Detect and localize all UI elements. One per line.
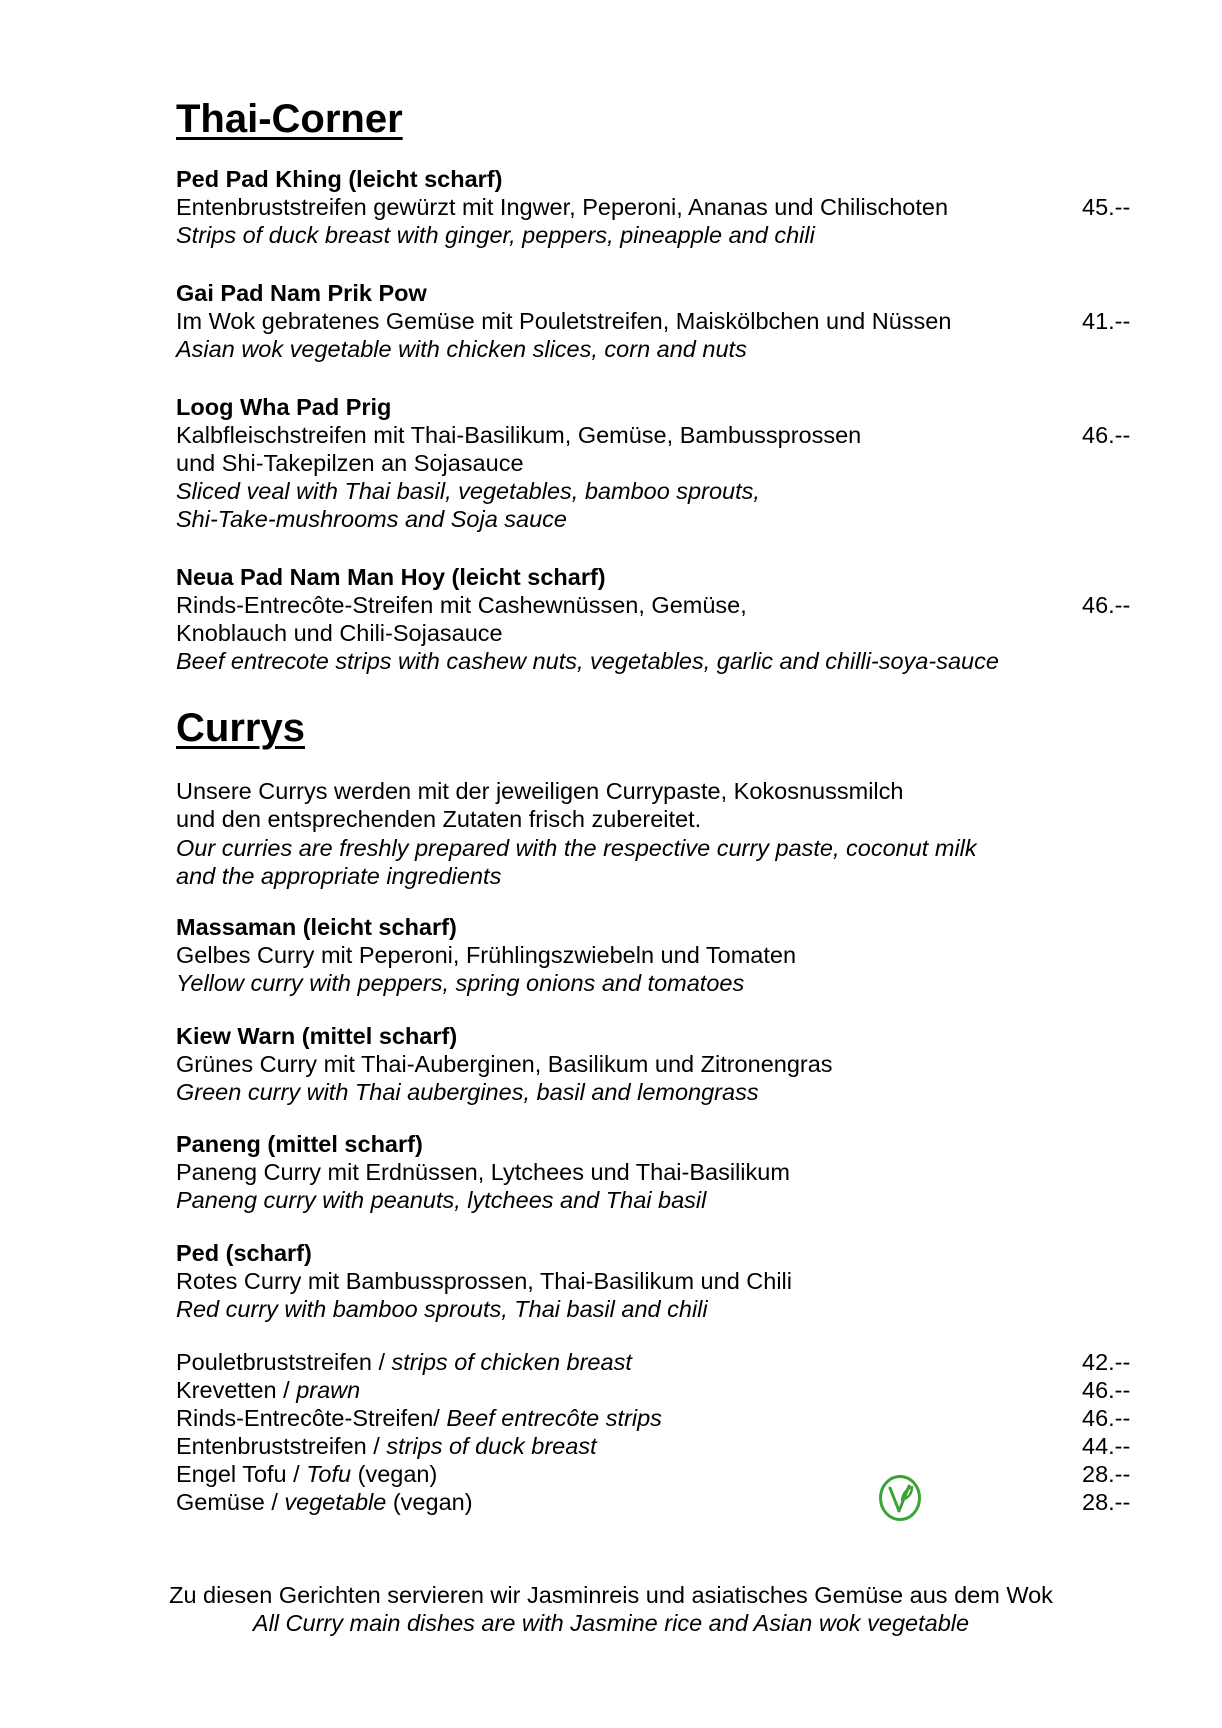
dish-description-de: Knoblauch und Chili-Sojasauce	[176, 620, 503, 646]
dish-description-en: Beef entrecote strips with cashew nuts, vegetables, garlic and chilli-soya-sauce	[176, 648, 999, 674]
curry-name: Kiew Warn (mittel scharf)	[176, 1023, 458, 1049]
dish-name: Ped Pad Khing (leicht scharf)	[176, 166, 503, 192]
curry-description-de: Rotes Curry mit Bambussprossen, Thai-Basilikum und Chili	[176, 1268, 793, 1294]
curry-description-en: Green curry with Thai aubergines, basil and lemongrass	[176, 1079, 759, 1105]
dish-price: 45.--	[1082, 194, 1131, 220]
option-price: 44.--	[1082, 1433, 1131, 1459]
curry-description-de: Gelbes Curry mit Peperoni, Frühlingszwiebeln und Tomaten	[176, 942, 797, 968]
dish-name: Gai Pad Nam Prik Pow	[176, 280, 427, 306]
option-de: Engel Tofu /	[176, 1461, 307, 1487]
option-en: Beef entrecôte strips	[446, 1405, 662, 1431]
currys-heading: Currys	[176, 706, 305, 750]
dish-price: 46.--	[1082, 592, 1131, 618]
dish-name: Loog Wha Pad Prig	[176, 394, 392, 420]
currys-intro-de: und den entsprechenden Zutaten frisch zubereitet.	[176, 806, 702, 832]
curry-option	[176, 1432, 597, 1460]
curry-description-de: Paneng Curry mit Erdnüssen, Lytchees und Thai-Basilikum	[176, 1159, 790, 1185]
option-price: 28.--	[1082, 1489, 1131, 1515]
option-suffix: (vegan)	[351, 1461, 438, 1487]
curry-name: Ped (scharf)	[176, 1240, 312, 1266]
curry-option	[176, 1376, 360, 1404]
dish-price: 46.--	[1082, 422, 1131, 448]
dish-price: 41.--	[1082, 308, 1131, 334]
curry-option	[176, 1404, 662, 1432]
dish-name: Neua Pad Nam Man Hoy (leicht scharf)	[176, 564, 606, 590]
dish-description-de: Kalbfleischstreifen mit Thai-Basilikum, Gemüse, Bambussprossen	[176, 422, 862, 448]
curry-name: Massaman (leicht scharf)	[176, 914, 457, 940]
dish-description-en: Sliced veal with Thai basil, vegetables, bamboo sprouts,	[176, 478, 760, 504]
curry-option	[176, 1460, 437, 1488]
curry-description-en: Paneng curry with peanuts, lytchees and Thai basil	[176, 1187, 707, 1213]
dish-description-de: Im Wok gebratenes Gemüse mit Pouletstreifen, Maiskölbchen und Nüssen	[176, 308, 952, 334]
dish-description-en: Asian wok vegetable with chicken slices, corn and nuts	[176, 336, 747, 362]
option-price: 28.--	[1082, 1461, 1131, 1487]
curry-option	[176, 1488, 473, 1516]
option-suffix: (vegan)	[386, 1489, 473, 1515]
dish-description-en: Strips of duck breast with ginger, peppers, pineapple and chili	[176, 222, 815, 248]
currys-intro-en: Our curries are freshly prepared with the respective curry paste, coconut milk	[176, 835, 977, 861]
curry-description-de: Grünes Curry mit Thai-Auberginen, Basilikum und Zitronengras	[176, 1051, 833, 1077]
option-en: vegetable	[284, 1489, 387, 1515]
option-price: 42.--	[1082, 1349, 1131, 1375]
dish-description-de: Entenbruststreifen gewürzt mit Ingwer, Peperoni, Ananas und Chilischoten	[176, 194, 949, 220]
option-de: Rinds-Entrecôte-Streifen/	[176, 1405, 447, 1431]
footer-note-en: All Curry main dishes are with Jasmine rice and Asian wok vegetable	[252, 1610, 970, 1636]
option-de: Pouletbruststreifen /	[176, 1349, 392, 1375]
curry-description-en: Red curry with bamboo sprouts, Thai basil and chili	[176, 1296, 708, 1322]
curry-option	[176, 1348, 632, 1376]
vegan-leaf-icon	[878, 1474, 922, 1522]
currys-intro-de: Unsere Currys werden mit der jeweiligen Currypaste, Kokosnussmilch	[176, 778, 904, 804]
option-en: Tofu	[306, 1461, 352, 1487]
option-en: strips of duck breast	[386, 1433, 597, 1459]
footer-note-de: Zu diesen Gerichten servieren wir Jasminreis und asiatisches Gemüse aus dem Wok	[169, 1582, 1053, 1608]
dish-description-de: und Shi-Takepilzen an Sojasauce	[176, 450, 524, 476]
option-de: Krevetten /	[176, 1377, 297, 1403]
dish-description-en: Shi-Take-mushrooms and Soja sauce	[176, 506, 567, 532]
option-en: prawn	[296, 1377, 361, 1403]
option-de: Gemüse /	[176, 1489, 285, 1515]
dish-description-de: Rinds-Entrecôte-Streifen mit Cashewnüssen, Gemüse,	[176, 592, 747, 618]
currys-intro-en: and the appropriate ingredients	[176, 863, 502, 889]
thai-corner-heading: Thai-Corner	[176, 97, 403, 141]
option-price: 46.--	[1082, 1405, 1131, 1431]
curry-name: Paneng (mittel scharf)	[176, 1131, 423, 1157]
option-de: Entenbruststreifen /	[176, 1433, 387, 1459]
curry-description-en: Yellow curry with peppers, spring onions and tomatoes	[176, 970, 745, 996]
option-en: strips of chicken breast	[391, 1349, 632, 1375]
option-price: 46.--	[1082, 1377, 1131, 1403]
